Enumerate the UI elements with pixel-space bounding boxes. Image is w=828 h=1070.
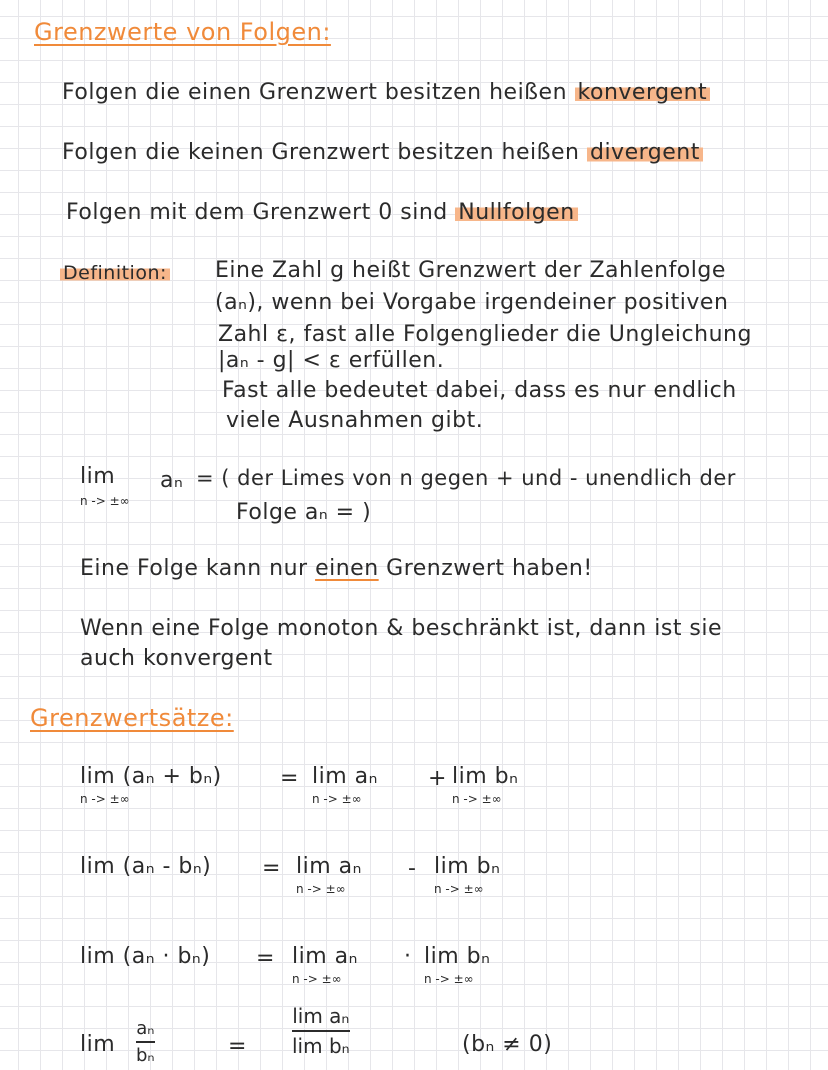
rule-quot-condition: (bₙ ≠ 0) (462, 1032, 553, 1057)
limes-note-lim: lim (80, 464, 116, 489)
line-konvergent-text: Folgen die einen Grenzwert besitzen heißen (62, 80, 568, 105)
rule-quot-lhs-fraction (136, 1018, 155, 1066)
rule-quot-lim: lim (80, 1032, 116, 1057)
rule-quot-den: bₙ (136, 1044, 155, 1066)
rule-quot-lhs-bar (136, 1041, 155, 1043)
rule-sum-lhs: lim (aₙ + bₙ) (80, 764, 222, 789)
rule-prod-r2-sub: n -> ±∞ (424, 972, 474, 986)
rule-sum-r2: lim bₙ (452, 764, 519, 789)
unique-limit-line (80, 556, 593, 581)
rule-quot-rhs-fraction (292, 1004, 350, 1058)
rule-diff-r1-sub: n -> ±∞ (296, 882, 346, 896)
definition-line-5: Fast alle bedeutet dabei, dass es nur endlich (222, 378, 737, 403)
limes-note-text-1: = ( der Limes von n gegen + und - unendlich der (196, 466, 736, 490)
rule-prod-eq: = (256, 946, 275, 971)
definition-line-2: (aₙ), wenn bei Vorgabe irgendeiner positiven (215, 290, 729, 315)
definition-line-1: Eine Zahl g heißt Grenzwert der Zahlenfolge (215, 258, 726, 283)
limes-note-text-2: Folge aₙ = ) (236, 500, 372, 525)
unique-underlined: einen (315, 556, 379, 581)
definition-label-text: Definition: (60, 262, 170, 284)
line-divergent (62, 140, 703, 165)
rule-quot-eq: = (228, 1034, 247, 1059)
highlight-konvergent: konvergent (575, 80, 711, 105)
rule-diff-op: - (408, 856, 417, 881)
line-nullfolgen-text: Folgen mit dem Grenzwert 0 sind (66, 200, 448, 225)
monotone-line-1: Wenn eine Folge monoton & beschränkt ist, dann ist sie (80, 616, 723, 641)
rule-sum-eq: = (280, 766, 299, 791)
rule-diff-r2: lim bₙ (434, 854, 501, 879)
rule-diff-eq: = (262, 856, 281, 881)
rule-quot-num: aₙ (136, 1018, 155, 1039)
unique-after: Grenzwert haben! (386, 556, 593, 581)
definition-line-6: viele Ausnahmen gibt. (226, 408, 484, 433)
limes-note-an: aₙ (160, 468, 184, 493)
rule-diff-r2-sub: n -> ±∞ (434, 882, 484, 896)
line-konvergent (62, 80, 710, 105)
rule-sum-r1: lim aₙ (312, 764, 378, 789)
highlight-divergent: divergent (587, 140, 703, 165)
rule-prod-r2: lim bₙ (424, 944, 491, 969)
line-divergent-text: Folgen die keinen Grenzwert besitzen heißen (62, 140, 580, 165)
rule-sum-op: + (428, 766, 447, 791)
unique-before: Eine Folge kann nur (80, 556, 308, 581)
definition-line-4: |aₙ - g| < ε erfüllen. (218, 348, 445, 373)
rule-diff-r1: lim aₙ (296, 854, 362, 879)
heading-grenzwertsaetze: Grenzwertsätze: (30, 704, 234, 732)
highlight-nullfolgen: Nullfolgen (455, 200, 577, 225)
rule-sum-r1-sub: n -> ±∞ (312, 792, 362, 806)
rule-diff-lhs: lim (aₙ - bₙ) (80, 854, 212, 879)
monotone-line-2: auch konvergent (80, 646, 273, 671)
heading-grenzwerte: Grenzwerte von Folgen: (34, 18, 331, 46)
definition-line-3: Zahl ε, fast alle Folgenglieder die Ungleichung (218, 322, 752, 347)
rule-quot-rnum: lim aₙ (292, 1004, 350, 1028)
rule-prod-lhs: lim (aₙ · bₙ) (80, 944, 211, 969)
definition-label (60, 262, 170, 284)
rule-sum-r2-sub: n -> ±∞ (452, 792, 502, 806)
rule-prod-r1-sub: n -> ±∞ (292, 972, 342, 986)
rule-quot-rden: lim bₙ (292, 1033, 350, 1058)
limes-note-sub: n -> ±∞ (80, 494, 130, 508)
rule-sum-lhs-sub: n -> ±∞ (80, 792, 130, 806)
line-nullfolgen (66, 200, 578, 225)
rule-quot-rhs-bar (292, 1030, 350, 1032)
rule-prod-r1: lim aₙ (292, 944, 358, 969)
rule-prod-op: · (404, 944, 412, 969)
